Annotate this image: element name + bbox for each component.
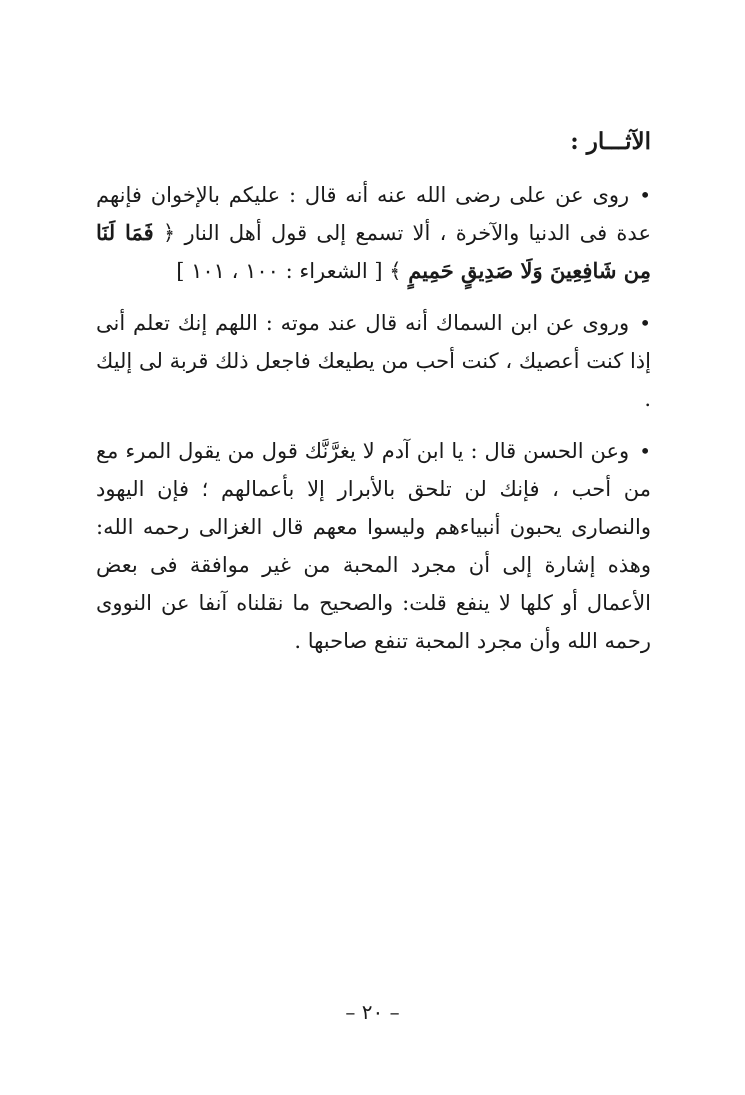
bullet-icon: • <box>639 439 651 463</box>
page-number: – ٢٠ – <box>345 1000 400 1024</box>
bullet-icon: • <box>639 311 651 335</box>
quran-verse: فَمَا لَنَا مِن شَافِعِينَ وَلَا صَدِيقٍ حَمِيمٍ <box>96 220 651 283</box>
paragraph-ali <box>96 176 651 290</box>
verse-citation: ﴾ [ الشعراء : ١٠٠ ، ١٠١ ] <box>176 259 402 283</box>
paragraph-text: وعن الحسن قال : يا ابن آدم لا يغرَّنَّك قول من يقول المرء مع من أحب ، فإنك لن تلحق بالأبرار إلا بأعمالهم ؛ فإن اليهود والنصارى يحبون أنبياءهم وليسوا معهم قال الغزالى رحمه الله: وهذه إشارة إلى أن مجرد المحبة من غير موافقة فى بعض الأعمال أو كلها لا ينفع قلت: والصحيح ما نقلناه آنفا عن النووى رحمه الله وأن مجرد المحبة تنفع صاحبها . <box>96 439 651 653</box>
section-heading: الآثـــار : <box>570 128 651 155</box>
page-body <box>96 118 651 674</box>
paragraph-al-hasan <box>96 432 651 660</box>
paragraph-text: روى عن على رضى الله عنه أنه قال : عليكم بالإخوان فإنهم عدة فى الدنيا والآخرة ، ألا تسمع إلى قول أهل النار ﴿ <box>96 183 651 245</box>
paragraph-ibn-al-sammak <box>96 304 651 418</box>
bullet-icon: • <box>639 183 651 207</box>
paragraph-text: وروى عن ابن السماك أنه قال عند موته : اللهم إنك تعلم أنى إذا كنت أعصيك ، كنت أحب من يطيعك فاجعل ذلك قربة لى إليك . <box>96 311 651 411</box>
